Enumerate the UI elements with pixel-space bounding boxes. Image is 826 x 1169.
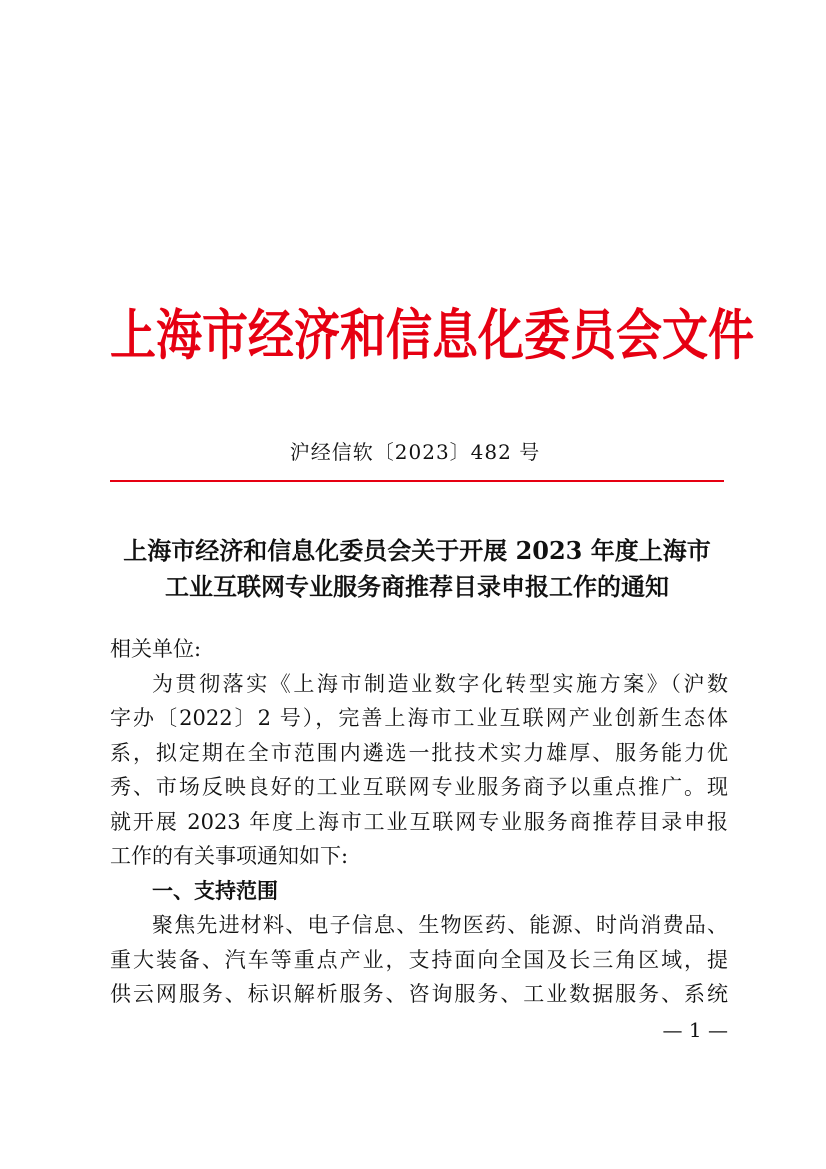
section-heading: 一、支持范围 (152, 878, 278, 903)
paragraph-1-line: 就开展 2023 年度上海市工业互联网专业服务商推荐目录申报 (110, 809, 728, 834)
notice-title-line-1: 上海市经济和信息化委员会关于开展 2023 年度上海市 (123, 536, 711, 565)
paragraph-1-line: 工作的有关事项通知如下: (110, 844, 349, 868)
document-number: 沪经信软〔2023〕482 号 (289, 440, 541, 464)
paragraph-2-line: 重大装备、汽车等重点产业，支持面向全国及长三角区域，提 (110, 947, 728, 972)
masthead-title: 上海市经济和信息化委员会文件 (110, 303, 754, 367)
paragraph-1-line: 字办〔2022〕2 号），完善上海市工业互联网产业创新生态体 (110, 706, 728, 730)
paragraph-2-line: 聚焦先进材料、电子信息、生物医药、能源、时尚消费品、 (152, 913, 728, 937)
salutation: 相关单位: (110, 637, 202, 661)
notice-title (110, 533, 724, 605)
notice-title-line-2: 工业互联网专业服务商推荐目录申报工作的通知 (165, 572, 669, 601)
paragraph-1-line: 秀、市场反映良好的工业互联网专业服务商予以重点推广。现 (110, 775, 728, 799)
notice-body (110, 632, 728, 1012)
page-number: — 1 — (662, 1018, 728, 1042)
paragraph-1-line: 系，拟定期在全市范围内遴选一批技术实力雄厚、服务能力优 (110, 740, 728, 765)
red-rule (110, 480, 724, 482)
paragraph-2-line: 供云网服务、标识解析服务、咨询服务、工业数据服务、系统 (110, 982, 728, 1006)
paragraph-1-line: 为贯彻落实《上海市制造业数字化转型实施方案》（沪数 (152, 671, 728, 696)
